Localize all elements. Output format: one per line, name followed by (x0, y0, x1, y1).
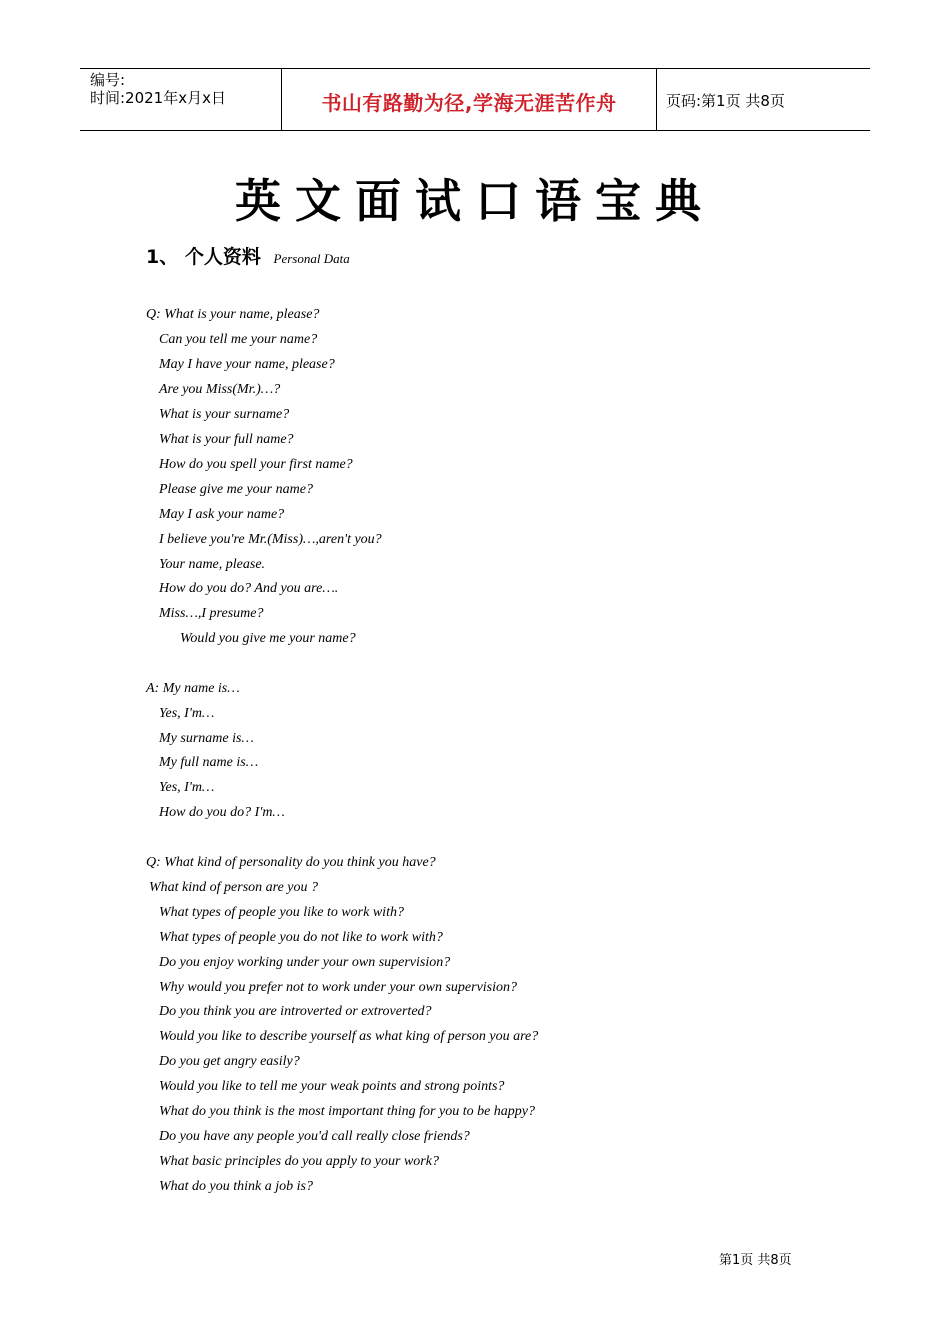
header-meta-cell (80, 69, 281, 130)
section-number: 1、 (146, 246, 179, 268)
section-title-cn: 个人资料 (184, 246, 261, 268)
header-table (80, 68, 870, 131)
page-label: 页码:第1页 共8页 (666, 92, 785, 110)
qa-line: What types of people you do not like to work with? (159, 930, 443, 945)
qa-line: My surname is… (159, 731, 254, 746)
header-page-cell (656, 69, 870, 130)
qa-line: Yes, I'm… (159, 706, 215, 721)
qa-line: How do you do? And you are…. (159, 581, 339, 596)
qa-line: Do you have any people you'd call really close friends? (159, 1129, 470, 1144)
qa-line: Would you like to tell me your weak points and strong points? (159, 1079, 505, 1094)
qa-line: What is your surname? (159, 407, 290, 422)
number-label: 编号: (90, 71, 126, 89)
document-title: 英文面试口语宝典 (235, 174, 715, 228)
qa-line: What types of people you like to work with? (159, 905, 404, 920)
time-label: 时间:2021年x月x日 (90, 89, 226, 107)
qa-line: My full name is… (159, 755, 259, 770)
qa-line: I believe you're Mr.(Miss)…,aren't you? (159, 532, 382, 547)
qa-line: Please give me your name? (159, 482, 313, 497)
qa-line: What do you think is the most important thing for you to be happy? (159, 1104, 536, 1119)
qa-line: Q: What is your name, please? (146, 307, 320, 322)
qa-line: May I ask your name? (159, 507, 285, 522)
header-motto-cell (281, 69, 657, 130)
qa-line: Would you give me your name? (180, 631, 356, 646)
qa-line: Can you tell me your name? (159, 332, 318, 347)
qa-line: What basic principles do you apply to your work? (159, 1154, 439, 1169)
qa-line: What kind of person are you ? (149, 880, 319, 895)
qa-line: May I have your name, please? (159, 357, 335, 372)
qa-line: How do you spell your first name? (159, 457, 353, 472)
page-footer: 第1页 共8页 (719, 1253, 792, 1268)
qa-line: Do you think you are introverted or extroverted? (159, 1004, 432, 1019)
qa-line: Why would you prefer not to work under your own supervision? (159, 980, 518, 995)
qa-line: Do you get angry easily? (159, 1054, 300, 1069)
qa-line: Miss…,I presume? (159, 606, 264, 621)
qa-line: Your name, please. (159, 557, 266, 572)
qa-line: Are you Miss(Mr.)…? (159, 382, 281, 397)
section-heading (146, 242, 350, 269)
qa-line: What is your full name? (159, 432, 294, 447)
qa-line: Would you like to describe yourself as what king of person you are? (159, 1029, 539, 1044)
qa-line: A: My name is… (146, 681, 240, 696)
qa-line: Do you enjoy working under your own supervision? (159, 955, 451, 970)
qa-line: What do you think a job is? (159, 1179, 313, 1194)
qa-line: Q: What kind of personality do you think you have? (146, 855, 436, 870)
qa-line: Yes, I'm… (159, 780, 215, 795)
section-title-en: Personal Data (273, 251, 350, 266)
qa-line: How do you do? I'm… (159, 805, 285, 820)
motto: 书山有路勤为径,学海无涯苦作舟 (321, 91, 617, 115)
